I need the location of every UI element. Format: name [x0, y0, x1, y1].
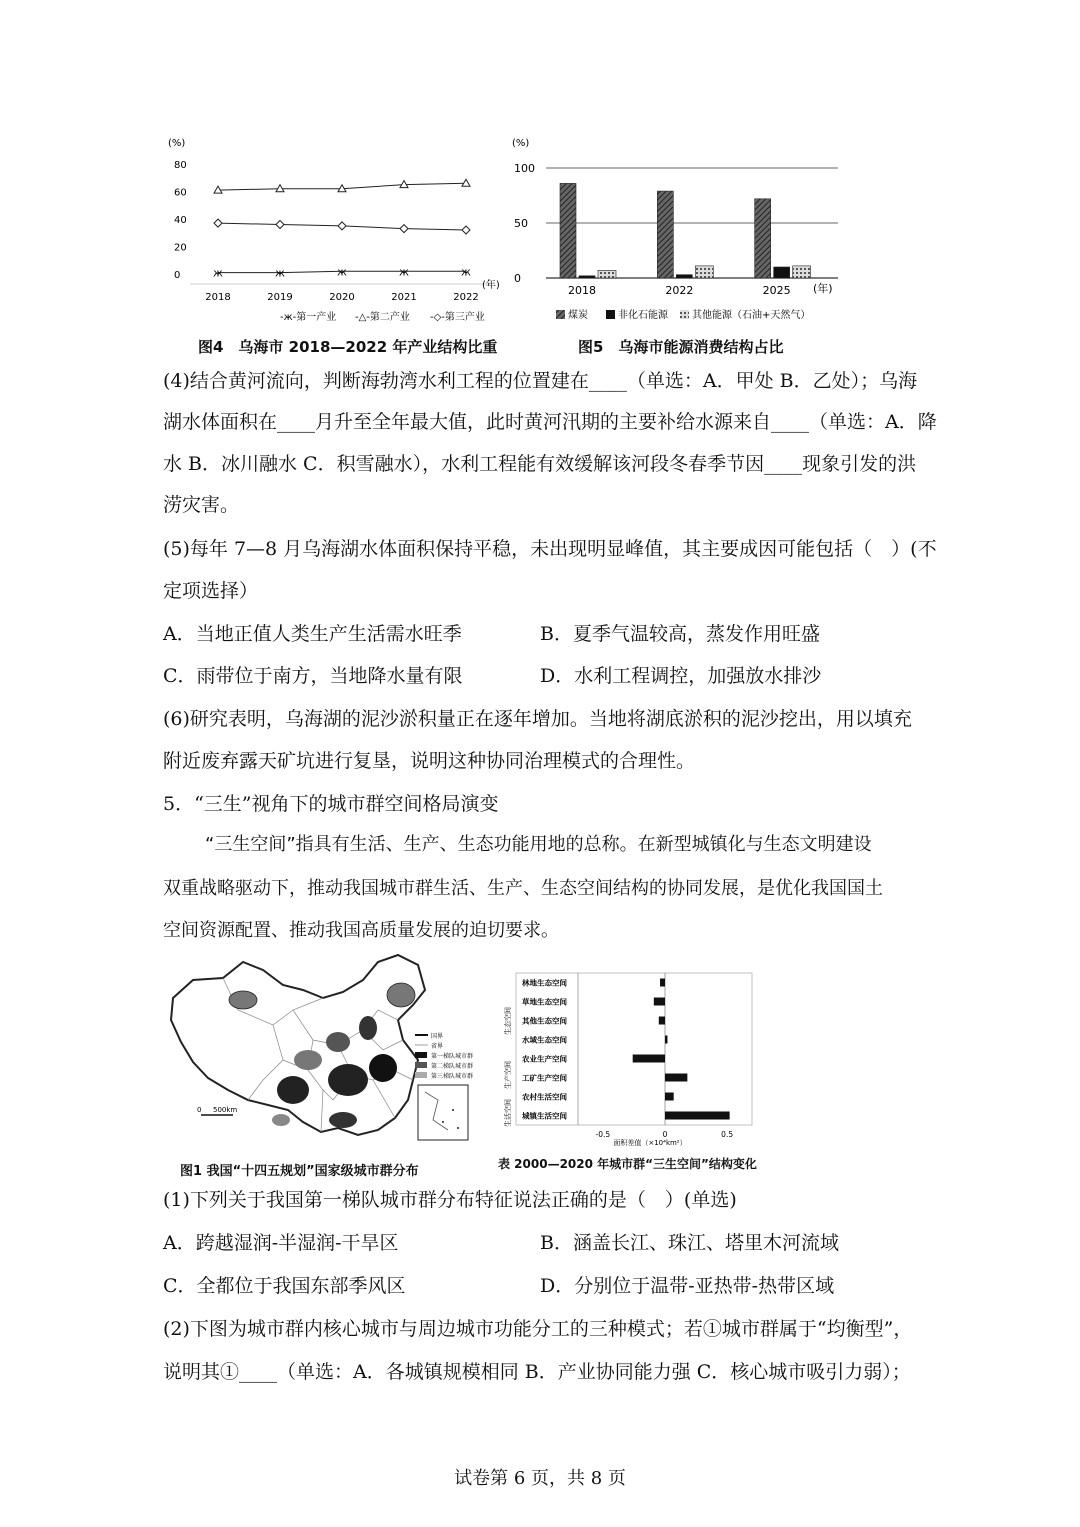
q5-option-b: B．夏季气温较高，蒸发作用旺盛 — [540, 623, 820, 645]
fig4-unit: (%) — [168, 138, 186, 149]
q4-line-4: 涝灾害。 — [163, 494, 240, 516]
cluster-yangtze-middle — [328, 1064, 368, 1096]
fig5-xtick: 2018 — [568, 284, 596, 297]
table-bar — [633, 1055, 665, 1063]
table-xlabel: 面积差值（×10⁴km²） — [613, 1139, 687, 1147]
q5-option-c: C．雨带位于南方，当地降水量有限 — [163, 665, 463, 687]
cluster-pearl-delta — [329, 1112, 357, 1128]
table-xtick: 0.5 — [721, 1130, 734, 1139]
map-caption: 图1 我国“十四五规划”国家级城市群分布 — [180, 1164, 419, 1179]
fig4-point — [276, 221, 284, 229]
fig4-x-unit: (年) — [482, 280, 500, 291]
q4-line-2: 湖水体面积在____月升至全年最大值，此时黄河汛期的主要补给水源来自____（单选：A．降 — [163, 411, 937, 433]
fig5-bar — [695, 266, 713, 278]
map-scale-label: 500km — [213, 1106, 238, 1114]
q5-1-option-d: D．分别位于温带-亚热带-热带区域 — [540, 1275, 835, 1297]
q4-line-3: 水 B．冰川融水 C．积雪融水），水利工程能有效缓解该河段冬春季节因____现象引发的洪 — [163, 453, 917, 475]
cluster-chengyu — [277, 1076, 309, 1104]
fig4-point: ж — [213, 266, 223, 280]
fig4-point: ж — [461, 265, 471, 279]
q5-option-d: D．水利工程调控，加强放水排沙 — [540, 665, 822, 687]
table-category: 其他生态空间 — [522, 1016, 567, 1026]
table-xtick: 0 — [662, 1130, 668, 1139]
fig4-xtick: 2019 — [267, 292, 293, 303]
map-legend-2: 省界 — [431, 1043, 444, 1050]
fig4-point — [462, 226, 470, 234]
fig4-point — [338, 222, 346, 230]
fig5-caption: 图5 乌海市能源消费结构占比 — [578, 338, 784, 356]
fig4-xtick: 2020 — [329, 292, 355, 303]
china-map — [163, 950, 493, 1155]
map-legend-3: 第一梯队城市群 — [431, 1053, 474, 1060]
fig5-bar — [598, 270, 616, 278]
q5-1-stem: (1)下列关于我国第一梯队城市群分布特征说法正确的是（ ）(单选) — [163, 1189, 737, 1211]
china-map-figure — [163, 950, 493, 1155]
q5-2-line-1: (2)下图为城市群内核心城市与周边城市功能分工的三种模式；若①城市群属于“均衡型”， — [163, 1318, 913, 1340]
fig4-point — [214, 219, 222, 227]
fig5-legend-swatch-2 — [606, 310, 615, 319]
fig4-legend-1: -ж-第一产业 — [280, 312, 337, 323]
figure-4 — [160, 128, 520, 328]
q5-line-1: (5)每年 7—8 月乌海湖水体面积保持平稳，未出现明显峰值，其主要成因可能包括（ ）(不 — [163, 538, 937, 560]
table-xtick: -0.5 — [595, 1130, 611, 1139]
three-space-chart — [500, 965, 760, 1150]
fig5-legend-1: 煤炭 — [568, 310, 588, 321]
fig5-xtick: 2025 — [762, 284, 791, 297]
fig5-bar — [579, 276, 595, 278]
fig5-ytick: 0 — [514, 272, 521, 285]
fig5-bar-chart — [508, 128, 853, 328]
table-group-production: 生产空间 — [504, 1061, 512, 1089]
fig5-ytick: 50 — [514, 217, 528, 230]
fig4-point: ж — [275, 266, 285, 280]
section-5-title: 5．“三生”视角下的城市群空间格局演变 — [163, 793, 499, 815]
fig4-ytick: 20 — [174, 242, 187, 254]
q6-line-1: (6)研究表明，乌海湖的泥沙淤积量正在逐年增加。当地将湖底淤积的泥沙挖出，用以填充 — [163, 708, 912, 730]
q5-1-option-b: B．涵盖长江、珠江、塔里木河流域 — [540, 1232, 839, 1254]
fig4-point — [400, 225, 408, 233]
q5-2-line-2: 说明其①____（单选：A．各城镇规模相同 B．产业协同能力强 C．核心城市吸引力弱）； — [163, 1361, 911, 1383]
china-outline — [171, 955, 425, 1135]
fig5-xtick: 2022 — [665, 284, 694, 297]
section-5-para-3: 空间资源配置、推动我国高质量发展的迫切要求。 — [163, 920, 559, 941]
cluster-guanzhong — [294, 1050, 322, 1070]
table-bar — [665, 1074, 687, 1082]
section-5-para-2: 双重战略驱动下，推动我国城市群生活、生产、生态空间结构的协同发展，是优化我国国土 — [163, 878, 883, 899]
cluster-northeast — [387, 983, 415, 1007]
table-category: 林地生态空间 — [522, 978, 567, 988]
table-bar — [654, 998, 665, 1006]
cluster-yangtze-delta — [369, 1054, 397, 1082]
page-footer: 试卷第 6 页，共 8 页 — [454, 1468, 626, 1489]
fig4-xtick: 2022 — [453, 292, 479, 303]
table-group-living: 生活空间 — [504, 1099, 512, 1127]
table-bar — [665, 1112, 730, 1120]
q6-line-2: 附近废弃露天矿坑进行复垦，说明这种协同治理模式的合理性。 — [163, 750, 696, 772]
fig4-ytick: 40 — [174, 215, 187, 226]
fig5-bar — [755, 199, 771, 278]
fig5-bar — [793, 266, 811, 278]
table-category: 草地生态空间 — [522, 997, 567, 1007]
fig4-xtick: 2018 — [205, 292, 231, 303]
table-bar — [660, 979, 665, 987]
fig4-line-chart — [160, 128, 520, 328]
map-scale-zero: 0 — [197, 1106, 202, 1114]
q5-1-option-a: A．跨越湿润-半湿润-干旱区 — [163, 1232, 399, 1254]
table-bar — [665, 1093, 674, 1101]
map-legend-1: 国界 — [431, 1033, 444, 1040]
table-category: 农业生产空间 — [522, 1054, 567, 1064]
table-bar — [665, 1036, 667, 1044]
section-5-para-1: “三生空间”指具有生活、生产、生态功能用地的总称。在新型城镇化与生态文明建设 — [205, 834, 872, 855]
cluster-central-plains — [326, 1032, 350, 1052]
fig5-bar — [774, 267, 790, 278]
map-legend-5: 第三梯队城市群 — [431, 1073, 474, 1080]
fig4-xtick: 2021 — [391, 292, 417, 303]
fig4-legend-3: -◇-第三产业 — [430, 312, 485, 323]
fig5-bar — [657, 191, 673, 278]
table-category: 城镇生活空间 — [522, 1111, 567, 1121]
q5-option-a: A．当地正值人类生产生活需水旺季 — [163, 623, 462, 645]
table-group-ecology: 生态空间 — [504, 1007, 512, 1035]
fig4-caption: 图4 乌海市 2018—2022 年产业结构比重 — [198, 338, 498, 356]
table-label-frame — [516, 973, 578, 1125]
table-category: 工矿生产空间 — [522, 1073, 567, 1083]
table-bar — [659, 1017, 665, 1025]
fig5-legend-swatch-3 — [680, 310, 689, 319]
fig5-bar — [676, 275, 692, 278]
fig5-x-unit: (年) — [813, 282, 833, 295]
fig4-point: ж — [337, 265, 347, 279]
table-caption: 表 2000—2020 年城市群“三生空间”结构变化 — [498, 1157, 757, 1171]
south-china-sea-inset — [418, 1085, 468, 1140]
fig4-ytick: 60 — [174, 187, 187, 199]
fig5-unit: (%) — [512, 138, 530, 149]
fig5-legend-2: 非化石能源 — [618, 310, 668, 321]
fig5-ytick: 100 — [514, 162, 535, 175]
fig4-ytick: 0 — [174, 270, 181, 281]
table-category: 水域生态空间 — [522, 1035, 567, 1045]
fig5-legend-swatch-1 — [556, 310, 565, 319]
fig5-legend-3: 其他能源（石油+天然气） — [692, 310, 811, 321]
figure-5 — [508, 128, 853, 328]
cluster-southwest — [272, 1114, 290, 1126]
q5-line-2: 定项选择） — [163, 580, 259, 602]
q5-1-option-c: C．全都位于我国东部季风区 — [163, 1275, 406, 1297]
fig5-bar — [560, 183, 576, 278]
q4-line-1: (4)结合黄河流向，判断海勃湾水利工程的位置建在____（单选：A．甲处 B．乙处）；乌海 — [163, 370, 918, 392]
fig4-ytick: 80 — [174, 160, 187, 171]
table-category: 农村生活空间 — [522, 1092, 567, 1102]
cluster-northwest — [229, 991, 257, 1009]
fig4-point — [462, 179, 470, 186]
three-space-bar-chart — [500, 965, 760, 1150]
cluster-jingjinji — [359, 1016, 377, 1040]
fig4-point: ж — [399, 265, 409, 279]
fig4-legend-2: -△-第二产业 — [355, 312, 410, 323]
map-legend-4: 第二梯队城市群 — [431, 1063, 474, 1070]
